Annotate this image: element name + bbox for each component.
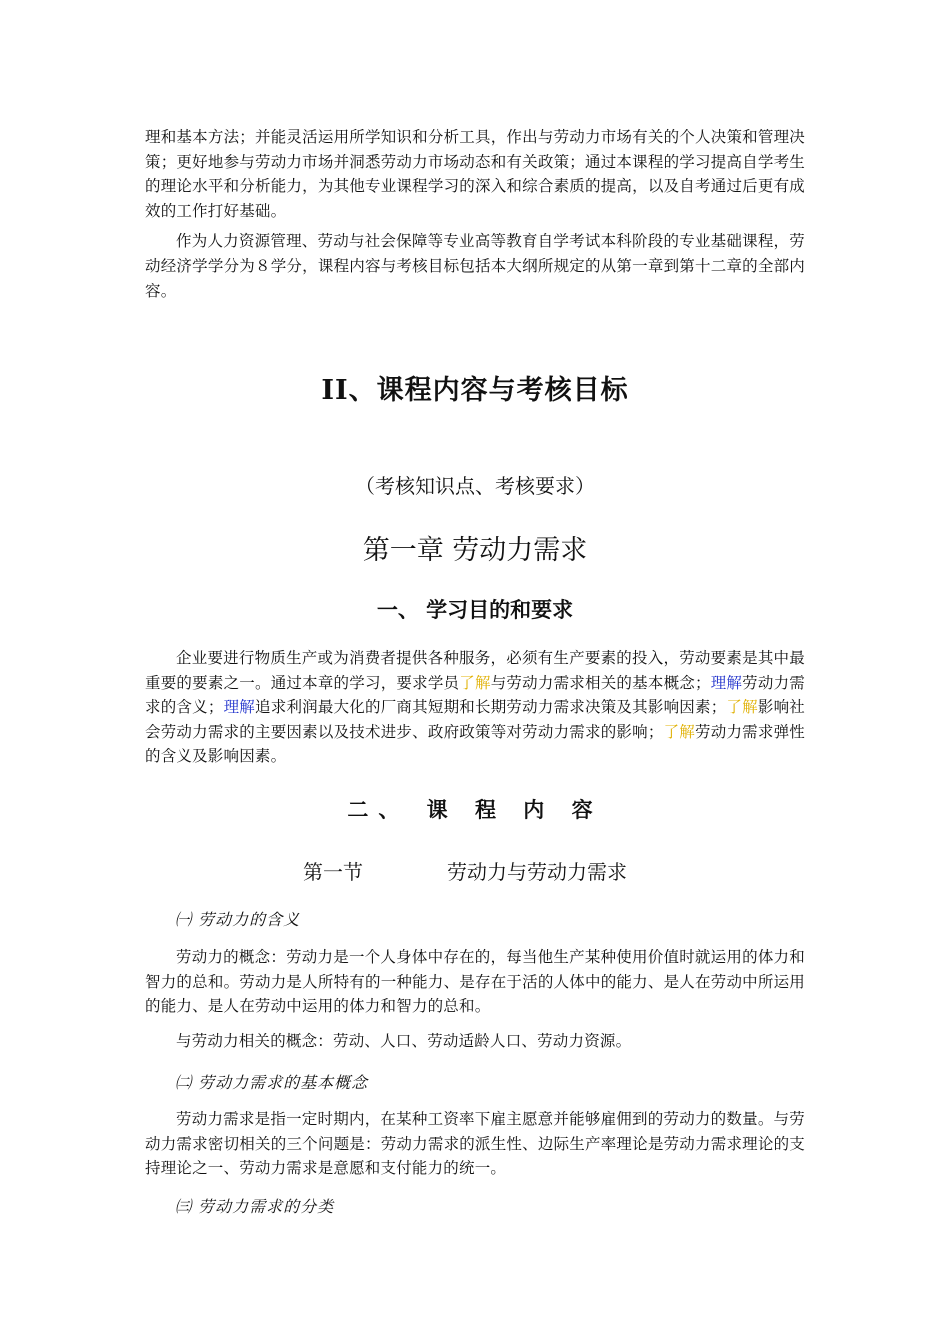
keyword-comprehend: 理解: [710, 673, 743, 692]
objectives-text-5: 影响社会劳动力需求的主要因素以及技术进步、政府政策等对劳动力需求的影响；: [145, 698, 805, 741]
objectives-text-3: 劳动力需求的含义；: [145, 673, 805, 717]
keyword-understand: 了解: [459, 673, 491, 692]
labor-related-paragraph: 与劳动力相关的概念：劳动、人口、劳动适龄人口、劳动力资源。: [176, 1031, 632, 1050]
intro-paragraph-2: 作为人力资源管理、劳动与社会保障等专业高等教育自学考试本科阶段的专业基础课程，劳动经济学学分为８学分，课程内容与考核目标包括本大纲所规定的从第一章到第十二章的全部内容。: [145, 232, 805, 300]
intro-block: [145, 125, 805, 303]
objectives-paragraph: [145, 646, 805, 769]
subheading-demand-concept: ㈡ 劳动力需求的基本概念: [175, 1073, 369, 1092]
objectives-text-2: 与劳动力需求相关的基本概念；: [490, 673, 711, 692]
keyword-understand: 了解: [663, 722, 696, 741]
subheading-labor-meaning: ㈠ 劳动力的含义: [175, 910, 301, 929]
jie-number: 第一节: [303, 860, 363, 884]
objectives-text-1: 企业要进行物质生产或为消费者提供各种服务，必须有生产要素的投入，劳动要素是其中最重要的要素之一。通过本章的学习，要求学员: [145, 649, 805, 692]
jie-title: 劳动力与劳动力需求: [447, 860, 627, 884]
keyword-understand: 了解: [726, 698, 758, 717]
demand-concept-block: [145, 1107, 805, 1181]
section-heading-content: 二、 课 程 内 容: [347, 798, 603, 822]
keyword-comprehend: 理解: [223, 698, 256, 717]
part-title: II、课程内容与考核目标: [321, 375, 629, 406]
section-heading-objectives: 一、 学习目的和要求: [376, 598, 574, 622]
objectives-text-6: 劳动力需求弹性的含义及影响因素。: [145, 722, 806, 766]
part-subtitle: （考核知识点、考核要求）: [355, 474, 595, 498]
intro-paragraph-1: 理和基本方法；并能灵活运用所学知识和分析工具，作出与劳动力市场有关的个人决策和管理决策；更好地参与劳动力市场并洞悉劳动力市场动态和有关政策；通过本课程的学习提高自学考生的理论水平和分析能力，为其他专业课程学习的深入和综合素质的提高，以及自考通过后更有成效的工作打好基础。: [145, 128, 805, 220]
chapter-title: 第一章 劳动力需求: [362, 535, 588, 566]
labor-meaning-block: [145, 945, 805, 1053]
labor-concept-paragraph: 劳动力的概念：劳动力是一个人身体中存在的，每当他生产某种使用价值时就运用的体力和智力的总和。劳动力是人所特有的一种能力、是存在于活的人体中的能力、是人在劳动中所运用的能力、是人在劳动中运用的体力和智力的总和。: [145, 948, 805, 1016]
objectives-text-4: 追求利润最大化的厂商其短期和长期劳动力需求决策及其影响因素；: [255, 698, 727, 717]
subheading-demand-classification: ㈢ 劳动力需求的分类: [175, 1197, 335, 1216]
demand-concept-paragraph: 劳动力需求是指一定时期内，在某种工资率下雇主愿意并能够雇佣到的劳动力的数量。与劳动力需求密切相关的三个问题是：劳动力需求的派生性、边际生产率理论是劳动力需求理论的支持理论之一、劳动力需求是意愿和支付能力的统一。: [145, 1110, 805, 1178]
objectives-block: [145, 646, 805, 769]
